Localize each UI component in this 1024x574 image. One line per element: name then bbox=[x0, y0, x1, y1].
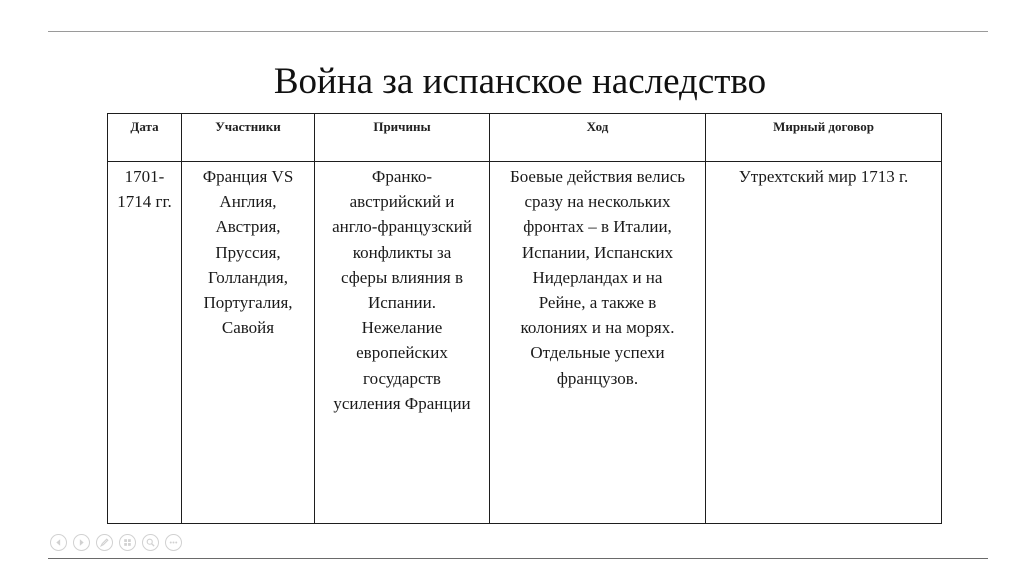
cell-line: Португалия, bbox=[203, 293, 293, 313]
cell-line: Голландия, bbox=[207, 267, 289, 287]
header-course: Ход bbox=[490, 114, 706, 162]
cell-line: англо-французский bbox=[332, 217, 472, 237]
cell-course bbox=[490, 162, 706, 524]
pen-icon[interactable] bbox=[96, 534, 113, 551]
header-date: Дата bbox=[108, 114, 182, 162]
table-row bbox=[108, 162, 942, 524]
previous-slide-icon[interactable] bbox=[50, 534, 67, 551]
table-header-row bbox=[108, 114, 942, 162]
cell-line: Англия, bbox=[219, 192, 277, 212]
zoom-icon[interactable] bbox=[142, 534, 159, 551]
cell-line: Савойя bbox=[221, 318, 275, 338]
top-divider bbox=[48, 31, 988, 32]
next-slide-icon[interactable] bbox=[73, 534, 90, 551]
cell-date bbox=[108, 162, 182, 524]
cell-line: Испании. bbox=[367, 293, 436, 313]
more-options-icon[interactable] bbox=[165, 534, 182, 551]
cell-line: сферы влияния в bbox=[341, 267, 463, 287]
cell-line: сразу на нескольких bbox=[524, 192, 671, 212]
cell-line: Утрехтский мир 1713 г. bbox=[738, 167, 909, 186]
header-peace-treaty: Мирный договор bbox=[706, 114, 942, 162]
header-causes: Причины bbox=[315, 114, 490, 162]
cell-line: европейских bbox=[356, 343, 448, 363]
cell-line: Отдельные успехи bbox=[530, 343, 665, 363]
cell-line: Франция VS bbox=[202, 167, 294, 186]
slide-title: Война за испанское наследство bbox=[273, 61, 767, 102]
cell-line: Пруссия, bbox=[215, 242, 281, 262]
cell-line: 1701- bbox=[124, 167, 165, 186]
cell-line: колониях и на морях. bbox=[520, 318, 675, 338]
cell-line: Австрия, bbox=[215, 217, 281, 237]
cell-line: австрийский и bbox=[349, 192, 455, 212]
header-participants: Участники bbox=[182, 114, 315, 162]
cell-line: Рейне, а также в bbox=[538, 293, 657, 313]
slides-grid-icon[interactable] bbox=[119, 534, 136, 551]
slide-navigation bbox=[50, 534, 182, 553]
cell-participants bbox=[182, 162, 315, 524]
cell-line: Нежелание bbox=[361, 318, 443, 338]
cell-line: Франко- bbox=[371, 167, 433, 186]
cell-line: конфликты за bbox=[352, 242, 452, 262]
bottom-divider bbox=[48, 558, 988, 559]
cell-line: Боевые действия велись bbox=[509, 167, 686, 186]
cell-line: 1714 гг. bbox=[117, 192, 172, 212]
cell-line: французов. bbox=[556, 368, 639, 388]
cell-line: усиления Франции bbox=[333, 393, 471, 413]
cell-line: фронтах – в Италии, bbox=[523, 217, 672, 237]
cell-line: Нидерландах и на bbox=[532, 267, 663, 287]
history-table bbox=[107, 113, 942, 524]
cell-line: государств bbox=[363, 368, 441, 388]
cell-peace-treaty bbox=[706, 162, 942, 524]
cell-line: Испании, Испанских bbox=[521, 242, 674, 262]
cell-causes bbox=[315, 162, 490, 524]
